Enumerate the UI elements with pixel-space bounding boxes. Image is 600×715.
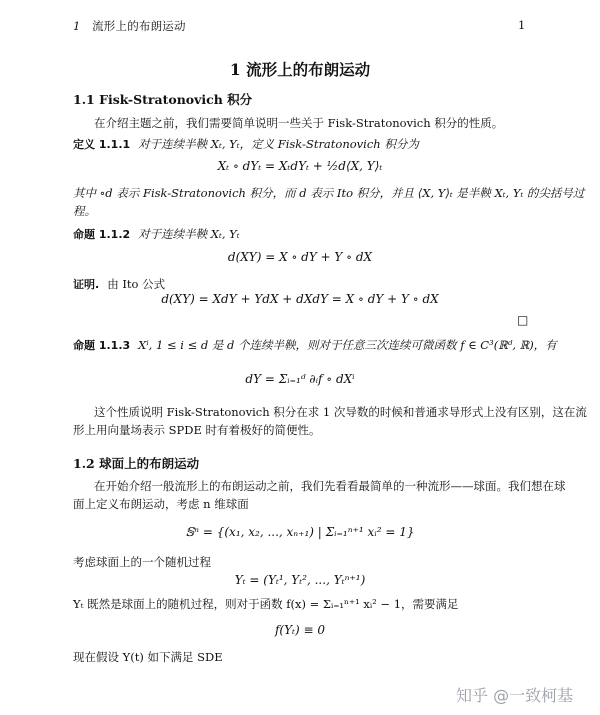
proof-formula: d(XY) = XdY + YdX + dXdY = X ∘ dY + Y ∘ dX bbox=[161, 292, 439, 306]
remark-line-1: 这个性质说明 Fisk-Stratonovich 积分在求 1 次导数的时候和普通求导形式上没有区别，这在流 bbox=[94, 405, 587, 419]
proposition-label: 命题 1.1.2 bbox=[73, 228, 131, 241]
header-chapter-name: 流形上的布朗运动 bbox=[92, 19, 186, 33]
qed-symbol: □ bbox=[517, 313, 529, 327]
page-number: 1 bbox=[518, 18, 526, 32]
chapter-title: 1 流形上的布朗运动 bbox=[229, 60, 371, 79]
proposition-label: 命题 1.1.3 bbox=[73, 339, 131, 352]
proof-block bbox=[73, 276, 165, 293]
sde-text: 现在假设 Y(t) 如下满足 SDE bbox=[73, 650, 223, 664]
process-text: 考虑球面上的一个随机过程 bbox=[73, 555, 211, 569]
sphere-formula: 𝕊ⁿ = {(x₁, x₂, ..., xₙ₊₁) | Σᵢ₌₁ⁿ⁺¹ xᵢ² = 1} bbox=[185, 525, 415, 539]
proof-text: 由 Ito 公式 bbox=[107, 277, 166, 291]
condition-formula: f(Yₜ) ≡ 0 bbox=[274, 623, 325, 637]
remark-line-2: 形上用向量场表示 SPDE 时有着极好的简便性。 bbox=[73, 423, 321, 437]
proposition-formula: dY = Σᵢ₌₁ᵈ ∂ᵢf ∘ dXⁱ bbox=[245, 372, 355, 386]
definition-formula: Xₜ ∘ dYₜ = XₜdYₜ + ½d⟨X, Y⟩ₜ bbox=[217, 159, 383, 173]
sphere-paragraph-line-1: 在开始介绍一般流形上的布朗运动之前，我们先看看最简单的一种流形——球面。我们想在球 bbox=[94, 479, 566, 493]
section-heading-1-2: 1.2 球面上的布朗运动 bbox=[73, 456, 200, 471]
proposition-1-1-3 bbox=[73, 337, 557, 354]
running-header bbox=[73, 18, 186, 34]
definition-note-line-1: 其中 ∘d 表示 Fisk-Stratonovich 积分，而 d 表示 Ito 积分，并且 ⟨X, Y⟩ₜ 是半鞅 Xₜ, Yₜ 的尖括号过 bbox=[73, 186, 585, 200]
section-heading-1-1: 1.1 Fisk-Stratonovich 积分 bbox=[73, 92, 253, 107]
definition-label: 定义 1.1.1 bbox=[73, 138, 131, 151]
definition-1-1-1 bbox=[73, 136, 419, 153]
definition-text: 对于连续半鞅 Xₜ, Yₜ，定义 Fisk-Stratonovich 积分为 bbox=[138, 137, 419, 151]
proof-label: 证明. bbox=[73, 278, 100, 291]
intro-paragraph: 在介绍主题之前，我们需要简单说明一些关于 Fisk-Stratonovich 积分的性质。 bbox=[94, 116, 504, 130]
definition-note-line-2: 程。 bbox=[73, 204, 96, 218]
proposition-text: 对于连续半鞅 Xₜ, Yₜ bbox=[138, 227, 240, 241]
proposition-formula: d(XY) = X ∘ dY + Y ∘ dX bbox=[227, 250, 373, 264]
proposition-1-1-2 bbox=[73, 226, 240, 243]
sphere-paragraph-line-2: 面上定义布朗运动，考虑 n 维球面 bbox=[73, 497, 249, 511]
proposition-text: Xⁱ, 1 ≤ i ≤ d 是 d 个连续半鞅，则对于任意三次连续可微函数 f ∈ C³(ℝᵈ, ℝ)，有 bbox=[138, 338, 557, 352]
header-chapter-number: 1 bbox=[73, 19, 81, 33]
condition-text: Yₜ 既然是球面上的随机过程，则对于函数 f(x) = Σᵢ₌₁ⁿ⁺¹ xᵢ² − 1，需要满足 bbox=[73, 597, 459, 611]
process-formula: Yₜ = (Yₜ¹, Yₜ², ..., Yₜⁿ⁺¹) bbox=[234, 573, 366, 587]
zhihu-watermark: 知乎 @一致柯基 bbox=[456, 686, 574, 705]
